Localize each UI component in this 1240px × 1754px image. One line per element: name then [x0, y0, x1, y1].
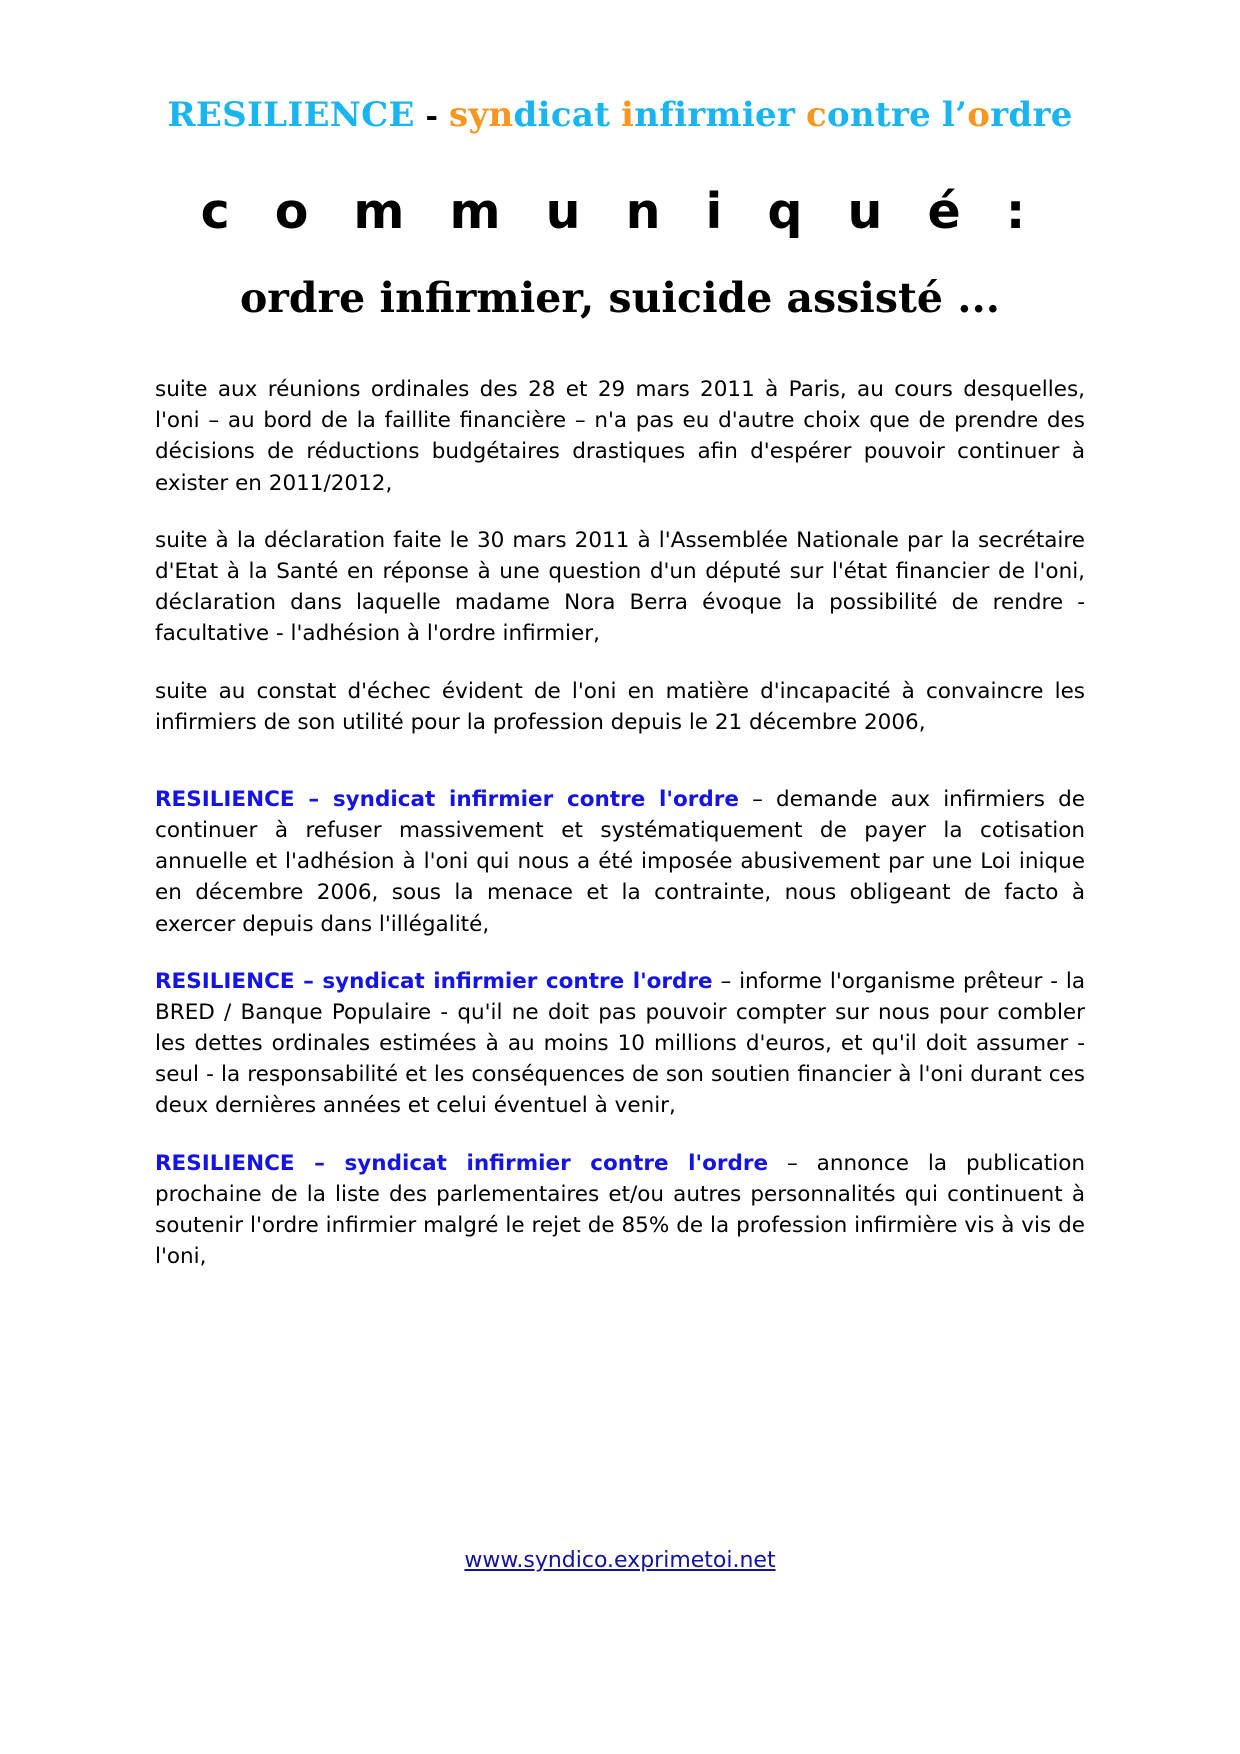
masthead-segment-17: l’ [941, 95, 968, 135]
footer [0, 1548, 1240, 1573]
paragraph-text: suite à la déclaration faite le 30 mars 2011 à l'Assemblée Nationale par la secrétaire d'Etat à la Santé en réponse à une question d'un député sur l'état financier de l'oni, déclaration dans laquelle madame Nora Berra évoque la possibilité de rendre - facultative - l'adhésion à l'ordre infirmier, [155, 527, 1085, 647]
paragraph-text: – demande aux infirmiers de continuer à refuser massivement et systématiquement de payer la cotisation annuelle et l'adhésion à l'oni qui nous a été imposée abusivement par une Loi inique en décembre 2006, sous la menace et la contrainte, nous obligeant de facto à exercer depuis dans l'illégalité, [155, 786, 1085, 937]
paragraph-p6 [155, 1148, 1085, 1273]
masthead-segment-11: i [620, 95, 635, 135]
paragraph-text: – informe l'organisme prêteur - la BRED / Banque Populaire - qu'il ne doit pas pouvoir compter sur nous pour combler les dettes ordinales estimées à au moins 10 millions d'euros, et qu'il doit assumer - seul - la responsabilité et les conséquences de son soutien financier à l'oni durant ces deux dernières années et celui éventuel à venir, [155, 968, 1085, 1119]
masthead-title [0, 0, 1240, 135]
org-name-highlight: RESILIENCE – syndicat infirmier contre l'ordre [155, 968, 713, 994]
paragraph-list [155, 374, 1085, 1272]
masthead-segment-12: nfirmier [634, 95, 796, 135]
masthead-segment-13 [795, 99, 806, 134]
masthead-segment-4: n [488, 95, 514, 135]
masthead-segment-19: rdre [990, 95, 1073, 135]
masthead-segment-10 [610, 99, 621, 134]
paragraph-p3 [155, 676, 1085, 738]
masthead-colored-text [167, 95, 1072, 135]
org-name-highlight: RESILIENCE – syndicat infirmier contre l'ordre [155, 786, 739, 812]
page-title: c o m m u n i q u é : [200, 183, 1040, 241]
masthead-segment-16 [931, 99, 942, 134]
masthead-segment-7: c [550, 95, 572, 135]
paragraph-p2 [155, 525, 1085, 650]
masthead-segment-1: - [414, 99, 449, 134]
masthead-segment-18: o [967, 95, 991, 135]
masthead-segment-0: RESILIENCE [167, 95, 415, 135]
masthead-segment-8: a [571, 95, 595, 135]
masthead-segment-5: d [513, 95, 538, 135]
masthead-segment-6: i [537, 95, 551, 135]
paragraph-p5 [155, 966, 1085, 1122]
paragraph-text: – annonce la publication prochaine de la liste des parlementaires et/ou autres personnalités qui continuent à soutenir l'ordre infirmier malgré le rejet de 85% de la profession infirmière vis à vis de l'oni, [155, 1150, 1086, 1270]
paragraph-p4 [155, 784, 1085, 940]
body-content [155, 322, 1085, 1272]
paragraph-p1 [155, 374, 1085, 499]
masthead-segment-14: c [805, 95, 827, 135]
website-link[interactable]: www.syndico.exprimetoi.net [464, 1548, 776, 1573]
page-subtitle: ordre infirmier, suicide assisté ... [239, 273, 1001, 322]
masthead-segment-15: ontre [826, 95, 932, 135]
masthead-segment-3: y [468, 95, 489, 135]
paragraph-text: suite aux réunions ordinales des 28 et 29 mars 2011 à Paris, au cours desquelles, l'oni – au bord de la faillite financière – n'a pas eu d'autre choix que de prendre des décisions de réductions budgétaires drastiques afin d'espérer pouvoir continuer à exister en 2011/2012, [155, 377, 1085, 496]
org-name-highlight: RESILIENCE – syndicat infirmier contre l'ordre [155, 1150, 769, 1176]
masthead-segment-2: s [449, 95, 469, 135]
masthead-segment-9: t [594, 95, 611, 135]
paragraph-text: suite au constat d'échec évident de l'oni en matière d'incapacité à convaincre les infirmiers de son utilité pour la profession depuis le 21 décembre 2006, [155, 678, 1085, 735]
